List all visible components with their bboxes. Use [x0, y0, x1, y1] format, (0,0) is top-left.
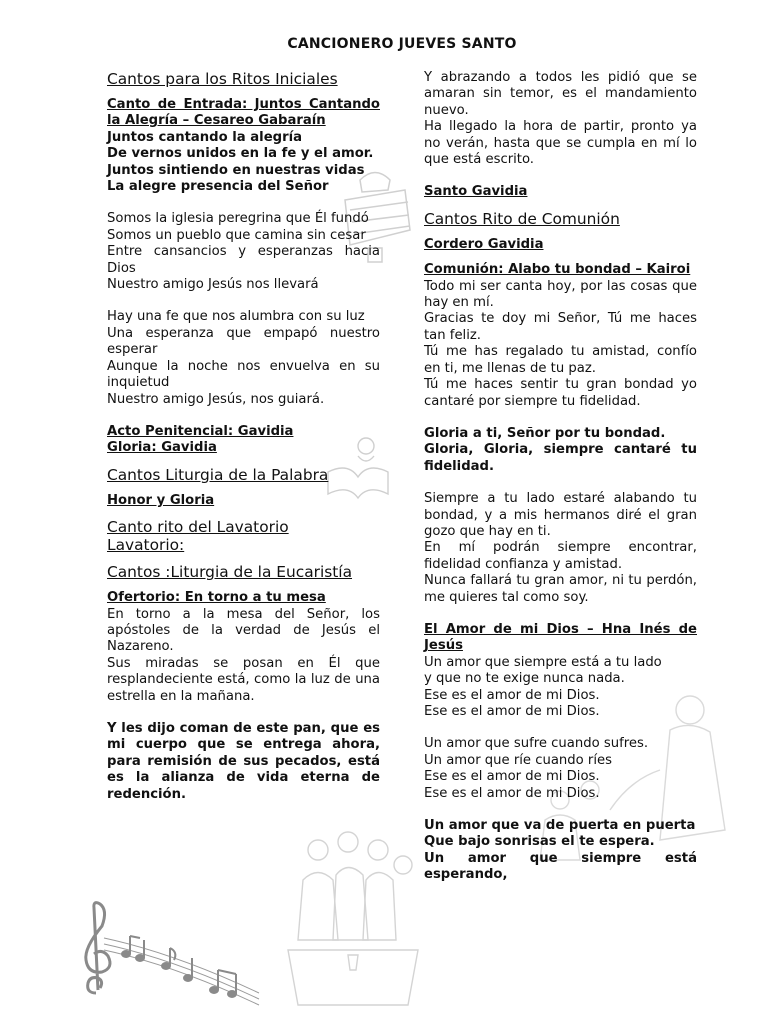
- section-heading-palabra: Cantos Liturgia de la Palabra: [107, 465, 329, 484]
- lyric-line: Ese es el amor de mi Dios.: [424, 704, 600, 719]
- lyric-line: Gracias te doy mi Señor, Tú me haces tan feliz.: [424, 311, 697, 343]
- lyric-line: Tú me has regalado tu amistad, confío en ti, me llenas de tu paz.: [424, 344, 697, 376]
- lyric-line: Ese es el amor de mi Dios.: [424, 687, 600, 703]
- lyric-line: Tú me haces sentir tu gran bondad yo cantaré por siempre tu fidelidad.: [424, 377, 697, 409]
- lyric-line: Y abrazando a todos les pidió que se amaran sin temor, es el mandamiento nuevo.: [424, 70, 697, 118]
- song-heading-santo: Santo Gavidia: [424, 184, 528, 200]
- lyric-line: En mí podrán siempre encontrar, fidelidad confianza y amistad.: [424, 540, 697, 572]
- treble-clef-icon: [86, 903, 110, 993]
- lyric-chorus: Gloria, Gloria, siempre cantaré tu fidelidad.: [424, 442, 697, 474]
- lyric-line: De vernos unidos en la fe y el amor.: [107, 146, 374, 162]
- lyric-line: Nuestro amigo Jesús nos llevará: [107, 277, 319, 293]
- lyric-line: Aunque la noche nos envuelva en su inquietud: [107, 358, 380, 391]
- song-heading-cordero: Cordero Gavidia: [424, 236, 544, 252]
- lyric-chorus: Que bajo sonrisas el te espera.: [424, 834, 655, 850]
- lyric-line: y que no te exige nunca nada.: [424, 671, 625, 687]
- song-heading-penitencial: Acto Penitencial: Gavidia: [107, 423, 294, 439]
- lyric-line: En torno a la mesa del Señor, los apóstoles de la verdad de Jesús el Nazareno.: [107, 606, 380, 655]
- lyric-line: Todo mi ser canta hoy, por las cosas que hay en mí.: [424, 278, 697, 311]
- section-subheading-lavatorio: Lavatorio:: [107, 536, 185, 555]
- lyric-chorus: Gloria a ti, Señor por tu bondad.: [424, 425, 666, 441]
- lyric-line: Sus miradas se posan en Él que resplandeciente está, como la luz de una estrella en la mañana.: [107, 655, 380, 704]
- lyric-line: Ese es el amor de mi Dios.: [424, 769, 600, 785]
- lyric-chorus: Un amor que va de puerta en puerta: [424, 818, 696, 834]
- song-heading-ofertorio: Ofertorio: En torno a tu mesa: [107, 590, 326, 606]
- lyric-line: Ha llegado la hora de partir, pronto ya no verán, hasta que se cumpla en mí lo que está escrito.: [424, 119, 697, 168]
- page-title: CANCIONERO JUEVES SANTO: [287, 36, 517, 52]
- song-heading-entrada: Canto de Entrada: Juntos Cantando la Alegría – Cesareo Gabaraín: [107, 97, 380, 129]
- lyric-chorus: Un amor que siempre está esperando,: [424, 850, 697, 883]
- song-heading-amor: El Amor de mi Dios – Hna Inés de Jesús: [424, 621, 697, 654]
- lyric-line: La alegre presencia del Señor: [107, 179, 329, 195]
- music-notes-icon: [74, 898, 264, 1008]
- lyric-line: Un amor que siempre está a tu lado: [424, 654, 662, 670]
- lyric-line: Una esperanza que empapó nuestro esperar: [107, 325, 380, 358]
- left-column: [107, 70, 380, 803]
- section-heading-lavatorio: Canto rito del Lavatorio: [107, 518, 289, 537]
- lyric-line: Hay una fe que nos alumbra con su luz: [107, 309, 365, 325]
- lyric-line: Entre cansancios y esperanzas hacia Dios: [107, 244, 380, 276]
- lyric-line: Un amor que sufre cuando sufres.: [424, 736, 649, 752]
- lyric-line: Un amor que ríe cuando ríes: [424, 752, 612, 768]
- lyric-line: Juntos sintiendo en nuestras vidas: [107, 162, 365, 178]
- lyric-line: Nunca fallará tu gran amor, ni tu perdón, me quieres tal como soy.: [424, 573, 697, 605]
- song-heading-gloria: Gloria: Gavidia: [107, 440, 217, 456]
- song-heading-honor: Honor y Gloria: [107, 492, 215, 508]
- lyric-line: Siempre a tu lado estaré alabando tu bondad, y a mis hermanos diré el gran gozo que hay en ti.: [424, 491, 697, 539]
- lyric-line: Nuestro amigo Jesús, nos guiará.: [107, 391, 325, 407]
- lyric-line: Juntos cantando la alegría: [107, 129, 303, 145]
- section-heading-eucaristia: Cantos :Liturgia de la Eucaristía: [107, 563, 353, 582]
- lyric-chorus: Y les dijo coman de este pan, que es mi cuerpo que se entrega ahora, para remisión de sus pecados, está es la alianza de vida eterna de redención.: [107, 720, 380, 802]
- song-heading-comunion: Comunión: Alabo tu bondad – Kairoi: [424, 262, 691, 278]
- lyric-line: Somos la iglesia peregrina que Él fundó: [107, 211, 369, 227]
- right-column: [424, 70, 697, 884]
- lyric-line: Ese es el amor de mi Dios.: [424, 785, 600, 801]
- section-heading-comunion: Cantos Rito de Comunión: [424, 209, 620, 228]
- section-heading-ritos-iniciales: Cantos para los Ritos Iniciales: [107, 70, 338, 88]
- apostles-icon: [278, 820, 428, 1010]
- lyric-line: Somos un pueblo que camina sin cesar: [107, 227, 366, 243]
